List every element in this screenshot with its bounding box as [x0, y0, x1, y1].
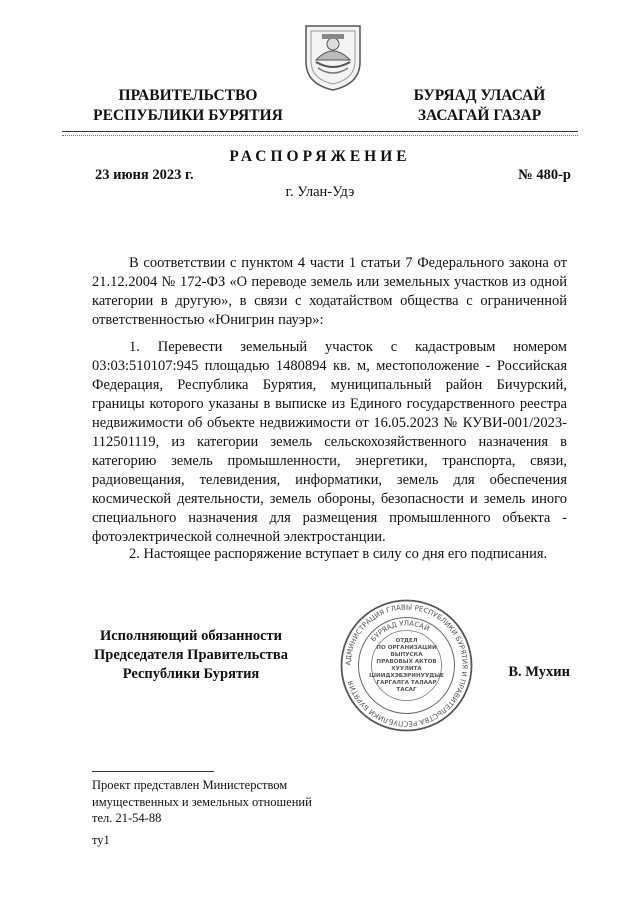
coat-of-arms-icon: [302, 22, 364, 92]
stamp-center-line: ГАРГАЛГА ТАЛААР: [376, 680, 437, 686]
paragraph-preamble: В соответствии с пунктом 4 части 1 статьи 7 Федерального закона от 21.12.2004 № 172-ФЗ «О переводе земель или земельных участков из одной категории в другую», в связи с ходатайством общества с ограниченной ответственностью «Юнигрин пауэр»:: [92, 255, 567, 328]
stamp-center-line: ВЫПУСКА: [390, 652, 423, 658]
stamp-inner-text: БУРЯАД УЛАСАЙ: [369, 619, 431, 644]
document-date: 23 июня 2023 г.: [95, 167, 194, 183]
signatory-name: В. Мухин: [508, 664, 570, 680]
stamp-center-line: ПРАВОВЫХ АКТОВ: [376, 659, 437, 665]
footnote: [92, 777, 312, 827]
footnote-phone: тел. 21-54-88: [92, 811, 162, 825]
document-title: РАСПОРЯЖЕНИЕ: [229, 148, 411, 165]
stamp-center-line: ПО ОРГАНИЗАЦИИ: [376, 645, 437, 651]
paragraph-item-2: 2. Настоящее распоряжение вступает в силу со дня его подписания.: [129, 546, 548, 562]
signatory-title-line1: Исполняющий обязанности: [99, 628, 283, 644]
signatory-title-line3: Республики Бурятия: [122, 666, 260, 682]
footnote-line2: имущественных и земельных отношений: [92, 794, 312, 809]
footnote-line1: Проект представлен Министерством: [92, 778, 288, 792]
government-name-line1: ПРАВИТЕЛЬСТВО: [118, 87, 258, 104]
executor-initials: ту1: [92, 833, 110, 847]
government-name-line2: РЕСПУБЛИКИ БУРЯТИЯ: [93, 107, 283, 124]
footnote-divider: [92, 771, 214, 772]
signatory-title: [82, 627, 300, 684]
government-name-buryat: [392, 86, 567, 126]
stamp-center-line: ТАСАГ: [396, 687, 417, 693]
header-divider-dotted: [62, 135, 578, 136]
stamp-center-line: ШИИДХЭБЭРИНУУДЫЕ: [369, 673, 444, 679]
header-divider: [62, 131, 578, 132]
official-stamp: [338, 597, 475, 734]
document-city: г. Улан-Удэ: [285, 184, 355, 200]
document-number: № 480-р: [518, 167, 571, 183]
government-name-russian: [88, 86, 288, 126]
paragraph-item-1: 1. Перевести земельный участок с кадастровым номером 03:03:510107:945 площадью 1480894 кв. м, местоположение - Российская Федерация, Республика Бурятия, муниципальный район Бичурский, границы которого указаны в выписке из Единого государственного реестра недвижимости об объекте недвижимости от 16.05.2023 № КУВИ-001/2023-112501119, из категории земель сельскохозяйственного назначения в категорию земель промышленности, энергетики, транспорта, связи, радиовещания, телевидения, информатики, земель для обеспечения космической деятельности, земель обороны, безопасности и земель иного специального назначения для размещения промышленного объекта - фотоэлектрической солнечной электростанции.: [92, 339, 567, 545]
stamp-center-line: ХУУЛИТА: [391, 666, 422, 672]
stamp-outer-text: АДМИНИСТРАЦИЯ ГЛАВЫ РЕСПУБЛИКИ БУРЯТИЯ И ПРАВИТЕЛЬСТВА РЕСПУБЛИКИ БУРЯТИЯ: [344, 603, 469, 728]
government-name-buryat-line2: ЗАСАГАЙ ГАЗАР: [417, 107, 542, 124]
stamp-center-line: ОТДЕЛ: [395, 638, 418, 644]
signatory-title-line2: Председателя Правительства: [94, 647, 288, 663]
government-name-buryat-line1: БУРЯАД УЛАСАЙ: [413, 87, 546, 104]
